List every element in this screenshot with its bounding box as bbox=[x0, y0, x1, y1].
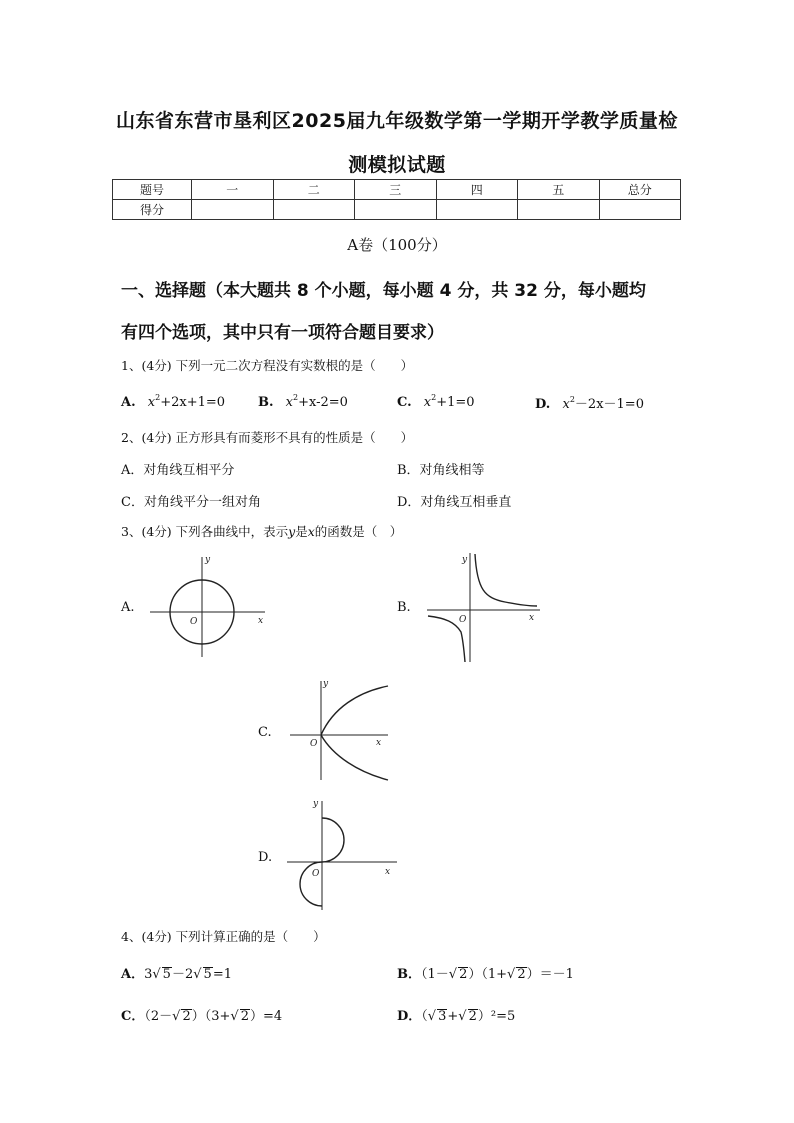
x-axis-label: x bbox=[376, 738, 382, 748]
y-axis-label: y bbox=[323, 679, 329, 689]
math-exp: 2 bbox=[155, 393, 161, 402]
sqrt-radicand: 2 bbox=[468, 1009, 477, 1024]
hyperbola-branch-upper bbox=[475, 554, 537, 606]
q1-option-c[interactable] bbox=[397, 393, 475, 410]
q3-option-b-label[interactable]: B. bbox=[397, 600, 411, 615]
sqrt-symbol: √ bbox=[507, 967, 516, 982]
math-exp: 2 bbox=[569, 395, 575, 404]
score-table-score-row bbox=[113, 200, 681, 220]
q2-option-d[interactable]: D．对角线互相垂直 bbox=[397, 495, 512, 510]
score-header-cell: 五 bbox=[518, 180, 600, 200]
q3-stem-text: 是 bbox=[295, 524, 308, 539]
y-axis-label: y bbox=[462, 555, 468, 565]
q1-stem: 1、(4分) 下列一元二次方程没有实数根的是（ ） bbox=[121, 358, 414, 373]
math-text: ）=4 bbox=[249, 1009, 283, 1024]
q3-graph-a-circle[interactable] bbox=[150, 552, 270, 662]
sqrt-radicand: 2 bbox=[240, 1009, 249, 1024]
q4-option-d[interactable] bbox=[397, 1005, 515, 1024]
sqrt-radicand: 2 bbox=[459, 967, 468, 982]
option-label: B. bbox=[258, 395, 274, 410]
upper-semicircle bbox=[322, 818, 344, 862]
math-text: + bbox=[447, 1009, 459, 1024]
sqrt-symbol: √ bbox=[152, 967, 161, 982]
parabola-curve bbox=[321, 686, 388, 780]
q2-stem: 2、(4分) 正方形具有而菱形不具有的性质是（ ） bbox=[121, 430, 414, 445]
math-text: ）（1+ bbox=[468, 967, 508, 982]
math-var: x bbox=[562, 397, 570, 412]
option-label: D． bbox=[397, 1009, 422, 1024]
x-axis-label: x bbox=[258, 616, 264, 626]
math-exp: 2 bbox=[293, 393, 299, 402]
x-axis-label: x bbox=[385, 867, 391, 877]
score-input-cell[interactable] bbox=[599, 200, 681, 220]
math-text: （1－ bbox=[421, 967, 449, 982]
q3-graph-b-hyperbola[interactable] bbox=[425, 550, 545, 665]
sqrt-radicand: 5 bbox=[203, 967, 212, 982]
math-exp: 2 bbox=[431, 393, 437, 402]
option-label: A． bbox=[121, 967, 145, 982]
sqrt-symbol: √ bbox=[172, 1009, 181, 1024]
sqrt-radicand: 2 bbox=[182, 1009, 191, 1024]
exam-title-line-2: 测模拟试题 bbox=[348, 154, 446, 176]
math-text: －2x－1=0 bbox=[574, 397, 644, 412]
sqrt-radicand: 5 bbox=[162, 967, 171, 982]
q4-option-a[interactable] bbox=[121, 963, 232, 982]
score-header-cell: 三 bbox=[355, 180, 437, 200]
option-label: B． bbox=[397, 967, 421, 982]
q3-option-a-label[interactable]: A. bbox=[121, 600, 135, 615]
score-input-cell[interactable] bbox=[273, 200, 355, 220]
origin-label: O bbox=[310, 739, 318, 749]
math-text: 3 bbox=[144, 967, 153, 982]
math-text: （2－ bbox=[144, 1009, 173, 1024]
origin-label: O bbox=[190, 617, 198, 627]
option-label: C． bbox=[121, 1009, 145, 1024]
sqrt-radicand: 3 bbox=[438, 1009, 447, 1024]
math-var: x bbox=[307, 524, 315, 539]
score-header-cell: 二 bbox=[273, 180, 355, 200]
q3-stem bbox=[121, 522, 402, 540]
sqrt-symbol: √ bbox=[458, 1009, 467, 1024]
part1-heading-line-2: 有四个选项，其中只有一项符合题目要求） bbox=[121, 323, 444, 343]
sqrt-symbol: √ bbox=[427, 1009, 437, 1024]
q4-stem: 4、(4分) 下列计算正确的是（ ） bbox=[121, 929, 326, 944]
score-input-cell[interactable] bbox=[192, 200, 274, 220]
math-text: +1=0 bbox=[436, 395, 475, 410]
math-var: x bbox=[285, 395, 293, 410]
sqrt-symbol: √ bbox=[230, 1009, 239, 1024]
y-axis-label: y bbox=[205, 555, 211, 565]
option-label: C. bbox=[397, 395, 412, 410]
math-text: （ bbox=[421, 1009, 428, 1024]
score-row-label: 得分 bbox=[113, 200, 192, 220]
sqrt-symbol: √ bbox=[448, 967, 458, 982]
q3-graph-c-parabola[interactable] bbox=[288, 678, 398, 783]
option-label: A. bbox=[121, 395, 136, 410]
score-input-cell[interactable] bbox=[518, 200, 600, 220]
score-header-cell: 题号 bbox=[113, 180, 192, 200]
math-var: y bbox=[288, 524, 296, 539]
q2-option-c[interactable]: C．对角线平分一组对角 bbox=[121, 495, 261, 510]
q4-option-c[interactable] bbox=[121, 1005, 282, 1024]
q3-graph-d-semicircles[interactable] bbox=[285, 798, 400, 913]
score-header-cell: 总分 bbox=[599, 180, 681, 200]
part1-heading-line-1: 一、选择题（本大题共 8 个小题，每小题 4 分，共 32 分，每小题均 bbox=[121, 281, 646, 301]
math-text: =1 bbox=[212, 967, 232, 982]
q3-stem-text: 的函数是（ ） bbox=[314, 524, 403, 539]
q3-option-d-label[interactable]: D. bbox=[258, 850, 273, 865]
exam-title-line-1: 山东省东营市垦利区2025届九年级数学第一学期开学教学质量检 bbox=[116, 110, 678, 132]
section-a-heading: A卷（100分） bbox=[347, 236, 447, 254]
option-label: D. bbox=[535, 397, 551, 412]
q3-stem-text: 3、(4分) 下列各曲线中，表示 bbox=[121, 524, 289, 539]
q2-option-a[interactable]: A．对角线互相平分 bbox=[121, 463, 235, 478]
sqrt-radicand: 2 bbox=[517, 967, 526, 982]
score-input-cell[interactable] bbox=[355, 200, 437, 220]
score-table bbox=[112, 179, 681, 220]
math-text: +2x+1=0 bbox=[160, 395, 226, 410]
q1-option-d[interactable] bbox=[535, 393, 644, 412]
q1-option-a[interactable] bbox=[121, 393, 225, 410]
math-var: x bbox=[423, 395, 432, 410]
math-text: ）²=5 bbox=[477, 1009, 516, 1024]
score-header-cell: 一 bbox=[192, 180, 274, 200]
x-axis-label: x bbox=[529, 613, 535, 623]
q3-option-c-label[interactable]: C. bbox=[258, 725, 272, 740]
math-var: x bbox=[147, 395, 156, 410]
origin-label: O bbox=[312, 869, 320, 879]
score-input-cell[interactable] bbox=[436, 200, 518, 220]
origin-label: O bbox=[459, 615, 467, 625]
math-text: ）（3+ bbox=[191, 1009, 231, 1024]
math-text: +x-2=0 bbox=[298, 395, 348, 410]
q2-option-b[interactable]: B．对角线相等 bbox=[397, 463, 485, 478]
math-text: －2 bbox=[171, 967, 194, 982]
math-text: ）＝－1 bbox=[526, 967, 574, 982]
y-axis-label: y bbox=[313, 799, 319, 809]
score-table-header-row bbox=[113, 180, 681, 200]
sqrt-symbol: √ bbox=[193, 967, 202, 982]
score-header-cell: 四 bbox=[436, 180, 518, 200]
q4-option-b[interactable] bbox=[397, 963, 574, 982]
q1-option-b[interactable] bbox=[258, 393, 348, 410]
